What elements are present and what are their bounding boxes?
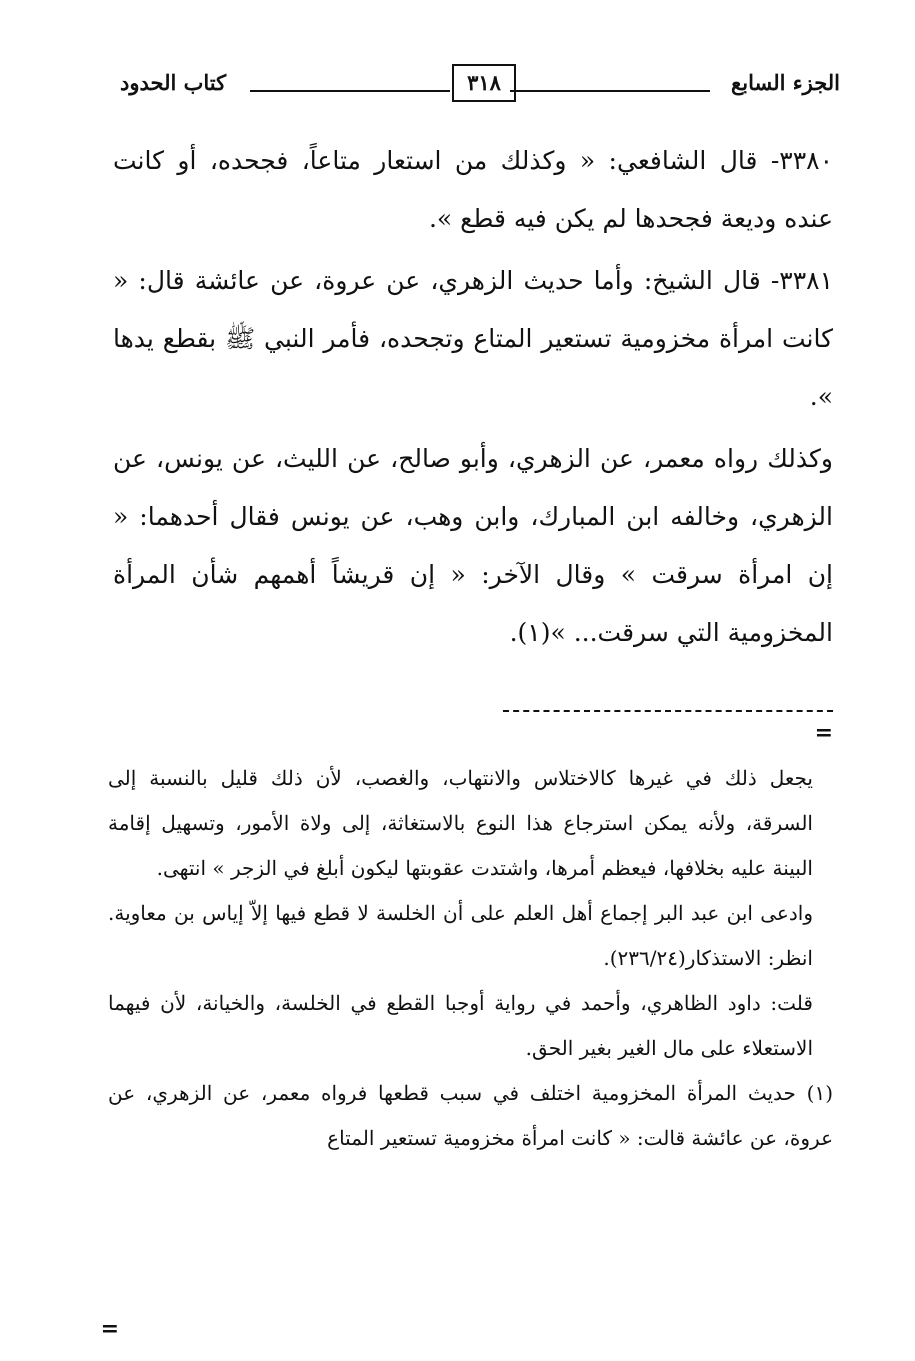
footnote-separator [503, 710, 833, 712]
footnote-ibn-abd-al-barr: وادعى ابن عبد البر إجماع أهل العلم على أن الخلسة لا قطع فيها إلاّ إياس بن معاوية. انظر: الاستذكار(٢٣٦/٢٤). [108, 901, 813, 970]
paragraph-3381: ٣٣٨١- قال الشيخ: وأما حديث الزهري، عن عروة، عن عائشة قال: « كانت امرأة مخزومية تستعير المتاع وتجحده، فأمر النبي ﷺ بقطع يدها ». [113, 266, 833, 411]
footnote-continuation: يجعل ذلك في غيرها كالاختلاس والانتهاب، والغصب، لأن ذلك قليل بالنسبة إلى السرقة، ولأنه يمكن استرجاع هذا النوع بالاستغاثة، إلى ولاة الأمور، وتسهيل إقامة البينة عليه بخلافها، فيعظم أمرها، واشتدت عقوبتها ليكون أبلغ في الزجر » انتهى. [108, 766, 813, 880]
page-header [120, 62, 840, 112]
header-rule-right [510, 90, 710, 92]
paragraph-3380: ٣٣٨٠- قال الشافعي: « وكذلك من استعار متاعاً، فجحده، أو كانت عنده وديعة فجحدها لم يكن فيه قطع ». [113, 146, 833, 233]
continues-next-page-mark: = [100, 1316, 119, 1342]
continued-from-previous-mark: = [814, 720, 833, 746]
page-number: ٣١٨ [452, 64, 516, 102]
footnote-comment: قلت: داود الظاهري، وأحمد في رواية أوجبا القطع في الخلسة، والخيانة، لأن فيهما الاستعلاء على مال الغير بغير الحق. [108, 991, 813, 1060]
header-rule-left [250, 90, 450, 92]
book-title: كتاب الحدود [120, 70, 227, 95]
volume-title: الجزء السابع [731, 70, 840, 95]
paragraph-narrations: وكذلك رواه معمر، عن الزهري، وأبو صالح، عن الليث، عن يونس، عن الزهري، وخالفه ابن المبارك، وابن وهب، عن يونس فقال أحدهما: « إن امرأة سرقت » وقال الآخر: « إن قريشاً أهمهم شأن المرأة المخزومية التي سرقت... »(١). [113, 444, 833, 647]
main-text [113, 132, 833, 662]
footnote-1: (١) حديث المرأة المخزومية اختلف في سبب قطعها فرواه معمر، عن الزهري، عن عروة، عن عائشة قالت: « كانت امرأة مخزومية تستعير المتاع [108, 1081, 833, 1150]
footnotes [108, 756, 833, 1161]
